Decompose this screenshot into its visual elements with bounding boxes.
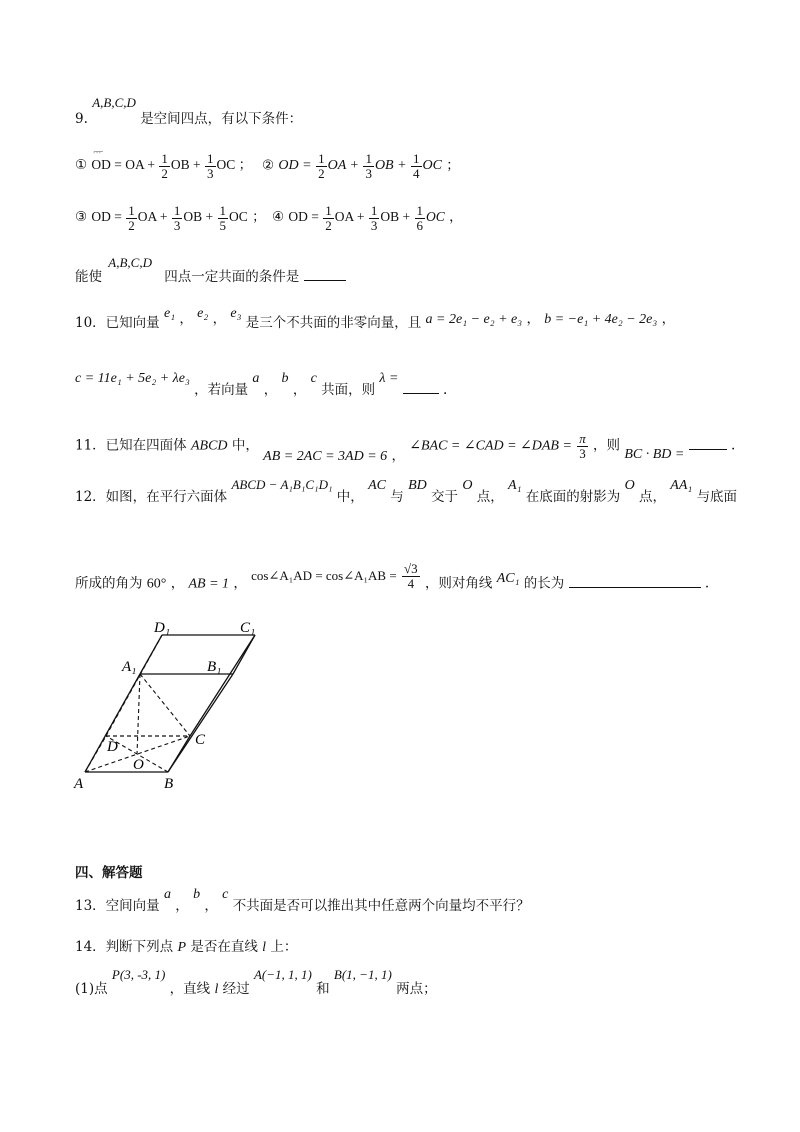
condition-mark-2: ② — [262, 157, 275, 174]
q12-number: 12．如图，在平行六面体 — [75, 489, 228, 505]
q12-meet: 交于 — [431, 489, 459, 505]
q12-cos: cos∠A₁AD = cos∠A₁AB = — [251, 567, 397, 583]
q9-condition-2: ② OD = $\frac{1}{2}$ OA + $\frac{1}{3}$ OB + $\frac{1}{4}$ OC ； — [262, 151, 460, 181]
q10-line2 — [75, 371, 448, 398]
q14-two-pts: 两点； — [396, 981, 437, 997]
line-a1-c — [140, 674, 190, 736]
q10-e1: e₁ — [163, 306, 176, 321]
q14-line1 — [75, 941, 297, 955]
q14-line2 — [75, 967, 437, 997]
q13-vec-a: a — [163, 887, 171, 902]
q10-a-expr: a = 2e₁ − e₂ + e₃ — [425, 312, 523, 327]
q12-length: 的长为 — [523, 575, 565, 592]
q9-line1 — [75, 95, 303, 127]
q9-condition-4: ④ OD = $\frac{1}{2}$ OA + $\frac{1}{3}$ OB + $\frac{1}{6}$ OC ， — [272, 203, 463, 233]
condition-mark-1: ① — [75, 157, 88, 174]
q11-three: 3 — [579, 445, 586, 461]
q11-end: . — [730, 437, 736, 454]
edge-c-c1 — [190, 635, 255, 736]
label-a: A — [74, 776, 84, 792]
label-b: B — [164, 776, 174, 792]
q10-mid: 是三个不共面的非零向量，且 — [245, 315, 422, 331]
q12-four: 4 — [407, 575, 415, 591]
q13-vec-b: b — [193, 887, 201, 902]
q10-e3: e₃ — [230, 306, 242, 321]
q14-b-coord: B(1, −1, 1) — [333, 967, 392, 982]
line-a1-o — [137, 674, 140, 754]
q9-condition-3: ③ OD = $\frac{1}{2}$ OA + $\frac{1}{3}$ OB + $\frac{1}{5}$ OC ； — [75, 203, 266, 233]
q14-p-coord: P(3, -3, 1) — [111, 967, 166, 982]
q12-o2: O — [624, 478, 635, 493]
q9-tail-text: 四点一定共面的条件是 — [164, 269, 300, 285]
q10-e2: e₂ — [197, 306, 209, 321]
q14-l2: l — [214, 982, 219, 997]
q14-line: ，直线 — [169, 981, 211, 997]
label-d: D — [107, 739, 118, 755]
q13-text: 不共面是否可以推出其中任意两个向量均不平行？ — [232, 898, 530, 914]
label-a1: A₁ — [122, 659, 137, 675]
q14-through: 经过 — [222, 981, 250, 997]
q12-base: 与底面 — [696, 489, 738, 505]
q10-comma-2: ， — [212, 311, 227, 327]
q12-solid: ABCD − A₁B₁C₁D₁ — [231, 477, 333, 492]
condition-mark-4: ④ — [272, 209, 285, 226]
q14-number: 14．判断下列点 — [75, 939, 174, 955]
q10-number: 10．已知向量 — [75, 315, 160, 331]
q10-lambda: λ = — [379, 371, 399, 386]
q11-answer-blank[interactable] — [689, 449, 727, 450]
edge-b-b1 — [168, 674, 233, 772]
label-o: O — [133, 757, 144, 773]
q10-b-expr: b = −e₁ + 4e₂ − 2e₃ — [544, 312, 658, 327]
q12-comma-1: ， — [170, 575, 185, 592]
section-4-title: 四、解答题 — [75, 865, 143, 881]
q12-ac: AC — [368, 478, 386, 493]
q11-then: ，则 — [593, 437, 621, 454]
q14-sub1: (1)点 — [75, 981, 108, 997]
q12-line1 — [75, 477, 738, 505]
label-c: C — [195, 732, 206, 748]
q12-proj: 在底面的射影为 — [525, 489, 621, 505]
q10-c-expr: c = 11e₁ + 5e₂ + λe₃ — [75, 371, 190, 386]
q11-pi-over-3 — [577, 432, 588, 460]
q10-end: . — [443, 382, 448, 398]
q14-and: 和 — [316, 981, 330, 997]
q14-mid: 是否在直线 — [190, 939, 258, 955]
q10-comma-3: ， — [526, 311, 540, 327]
parallelepiped-figure — [70, 618, 280, 798]
q11-mid: 中， — [231, 437, 259, 454]
q14-l: l — [262, 940, 267, 955]
q12-end: . — [704, 575, 710, 592]
q9-answer-blank[interactable] — [304, 280, 346, 281]
q13-line — [75, 887, 530, 914]
edge-d-d1 — [106, 635, 162, 736]
q10-comma-4: ， — [661, 311, 676, 327]
q12-pt: 点， — [476, 489, 504, 505]
q10-answer-blank[interactable] — [403, 393, 439, 394]
q9-line-tail — [75, 255, 346, 285]
q10-line2-mid: ，若向量 — [194, 382, 249, 398]
q13-comma-1: ， — [175, 898, 189, 914]
q12-in: 中， — [336, 489, 364, 505]
label-d1: D₁ — [154, 620, 171, 636]
q10-comma-1: ， — [179, 311, 193, 327]
q12-sqrt3: √3 — [404, 561, 418, 576]
q10-comma-5: ， — [263, 382, 278, 398]
label-c1: C₁ — [240, 620, 256, 636]
q14-p: P — [177, 940, 187, 955]
condition-mark-3: ③ — [75, 209, 88, 226]
q9-condition-1: ① OD ⌐⌐⌐ = OA + $\frac{1}{2}$ OB + $\frac{1}{3}$ OC ； — [75, 148, 253, 181]
q12-deg: 60° — [146, 576, 167, 592]
q11-comma: ， — [391, 447, 405, 464]
condition-sep-2: ； — [446, 157, 460, 174]
condition-sep-3: ； — [252, 209, 266, 226]
q12-with: 与 — [390, 489, 404, 505]
q13-comma-2: ， — [204, 898, 218, 914]
q9-tail-pre: 能使 — [75, 269, 102, 285]
label-b1: B₁ — [207, 659, 222, 675]
q13-number: 13．空间向量 — [75, 898, 160, 914]
q12-line2-a: 所成的角为 — [75, 575, 143, 592]
q14-a-coord: A(−1, 1, 1) — [253, 967, 312, 982]
q12-line2 — [75, 561, 710, 598]
q12-o: O — [462, 478, 473, 493]
q12-a1: A₁ — [508, 478, 522, 493]
q12-then: ，则对角线 — [424, 575, 493, 592]
q9-points: A,B,C,D — [92, 95, 136, 110]
condition-end-4: ， — [449, 209, 463, 226]
q11-lengths: AB = 2AC = 3AD = 6 — [263, 448, 388, 464]
condition-sep-1: ； — [238, 157, 253, 174]
q12-comma-2: ， — [233, 575, 247, 592]
q11-dot: BC · BD = — [624, 446, 685, 462]
q9-text: 是空间四点，有以下条件： — [140, 111, 303, 127]
q14-on: 上： — [270, 939, 298, 955]
q12-answer-blank[interactable] — [569, 587, 701, 588]
q12-ac1: AC₁ — [496, 570, 520, 586]
q12-pt2: 点， — [638, 489, 666, 505]
q9-number: 9. — [75, 111, 88, 127]
edge-b-c — [168, 736, 190, 772]
q12-aa1: AA₁ — [670, 478, 693, 493]
q12-bd: BD — [408, 478, 427, 493]
q9-tail-points: A,B,C,D — [108, 255, 152, 270]
q12-ab: AB = 1 — [188, 576, 230, 592]
q11-angles: ∠BAC = ∠CAD = ∠DAB = — [409, 438, 572, 454]
q11-line — [75, 431, 736, 464]
q11-number: 11．已知在四面体 — [75, 437, 187, 454]
q10-coplanar: 共面，则 — [321, 382, 376, 398]
q10-vec-b: b — [281, 371, 289, 386]
q10-line1 — [75, 306, 676, 331]
q11-tetra: ABCD — [190, 438, 228, 454]
q12-sqrt3-over-4 — [402, 562, 420, 590]
q10-vec-a: a — [252, 371, 260, 386]
q10-vec-c: c — [310, 371, 317, 386]
q13-vec-c: c — [222, 887, 229, 902]
q11-pi: π — [579, 431, 586, 446]
q10-comma-6: ， — [292, 382, 307, 398]
